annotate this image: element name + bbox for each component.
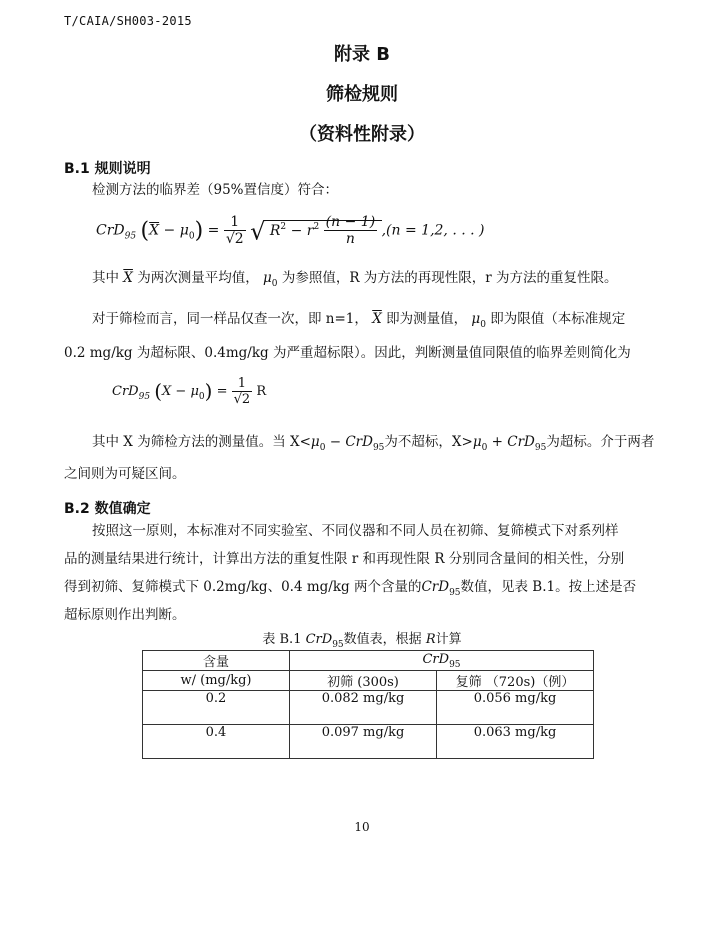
- cell-content: 0.2: [143, 691, 290, 725]
- judge-crd-2: CrD: [507, 434, 535, 450]
- section-b2-line4: 超标原则作出判断。: [64, 607, 186, 623]
- formula1-R-exp: 2: [280, 221, 287, 232]
- b2-line3-crd-sub: 95: [449, 588, 461, 598]
- formula1-tail: ,(n = 1,2, . . . ): [381, 222, 485, 239]
- header-content: 含量: [143, 651, 290, 671]
- b2-line3-p1: 得到初筛、复筛模式下 0.2mg/kg、0.4 mg/kg 两个含量的: [64, 579, 422, 595]
- appendix-title: 附录 B: [334, 44, 390, 65]
- formula2-crd-sub: 95: [138, 392, 151, 402]
- b2-line3-p2: 数值，见表 B.1。按上述是否: [460, 579, 637, 595]
- section-b1-judge: [64, 428, 692, 462]
- section-b1-screening-line2: 0.2 mg/kg 为超标限、0.4mg/kg 为严重超标限）。因此，判断测量值同限值的临界差则简化为: [64, 345, 631, 361]
- cell-rescreen: 0.063 mg/kg: [437, 725, 594, 759]
- formula1-mu-sub: 0: [188, 231, 195, 242]
- formula1-crd: CrD: [96, 222, 125, 239]
- formula1-crd-sub: 95: [124, 231, 137, 242]
- formula2-one: 1: [232, 376, 253, 392]
- judge-mu-sub-2: 0: [481, 443, 488, 453]
- appendix-name: 筛检规则: [326, 84, 398, 105]
- explain-p2: 为两次测量平均值，: [137, 270, 259, 286]
- appendix-kind: （资料性附录）: [299, 124, 425, 145]
- section-b2-line2: 品的测量结果进行统计，计算出方法的重复性限 r 和再现性限 R 分别同含量间的相关性，分别: [64, 551, 625, 567]
- formula1-n: n: [345, 231, 355, 247]
- caption-p3: 计算: [435, 632, 462, 647]
- cell-content: 0.4: [143, 725, 290, 759]
- section-b1-heading: B.1 规则说明: [64, 161, 151, 177]
- document-id: T/CAIA/SH003-2015: [64, 14, 192, 28]
- cell-screen: 0.097 mg/kg: [290, 725, 437, 759]
- header-group: [290, 651, 594, 671]
- formula2-crd: CrD: [112, 384, 139, 399]
- section-b1-screening: [64, 305, 692, 339]
- judge-crd-sub-1: 95: [372, 443, 385, 453]
- table-header-row-2: [143, 671, 594, 691]
- screening-p1: 对于筛检而言，同一样品仅查一次，即 n=1，: [92, 311, 368, 327]
- caption-R: R: [425, 632, 436, 647]
- formula1-n-fraction: [324, 214, 377, 247]
- formula2-mu-sub: 0: [198, 392, 205, 402]
- header-col-screen: 初筛 (300s): [290, 671, 437, 691]
- formula2-sqrt2: √2: [233, 392, 251, 407]
- judge-minus: −: [329, 434, 342, 450]
- caption-label: 表 B.1: [262, 632, 302, 647]
- explain-p1: 其中: [92, 270, 119, 286]
- formula2-fraction: [232, 376, 253, 407]
- judge-plus: +: [491, 434, 503, 450]
- judge-p1: 其中 X 为筛检方法的测量值。当 X<: [92, 434, 311, 450]
- formula1-fraction: [224, 214, 246, 247]
- formula1-r: r: [306, 222, 314, 239]
- explain-mu-sub: 0: [271, 279, 278, 289]
- caption-crd-sub: 95: [332, 640, 344, 650]
- section-b2-heading: B.2 数值确定: [64, 501, 151, 517]
- formula1-xbar: $\overline{X}$: [149, 222, 160, 239]
- screening-mu-sub: 0: [480, 320, 486, 330]
- section-b1-explain: [64, 264, 692, 298]
- header-group-sub: 95: [449, 659, 461, 670]
- formula1-mu: μ: [179, 222, 189, 239]
- table-row: [143, 725, 594, 759]
- judge-p2: 为不超标，X>: [384, 434, 473, 450]
- page-number: 10: [354, 820, 370, 834]
- screening-xbar: $\overline{X}$: [372, 311, 382, 327]
- crd-table: [142, 650, 594, 759]
- screening-mu: μ: [471, 311, 481, 327]
- formula-critical-difference: CrD$_{95}$ $(\overline{X} - \mu_0)$ = $\frac{1}{√2}$ √ $R^2 - r^2$ $\frac{(n - 1)}{n}$ ,(n = 1,2, . . . ): [96, 214, 485, 247]
- caption-p2: 数值表，根据: [343, 632, 422, 647]
- formula1-sqrt2: √2: [225, 231, 244, 247]
- cell-screen: 0.082 mg/kg: [290, 691, 437, 725]
- header-col-rescreen: 复筛 （720s)（例）: [437, 671, 594, 691]
- judge-p3: 为超标。介于两者: [546, 434, 655, 450]
- screening-p2: 即为测量值，: [386, 311, 468, 327]
- judge-mu-2: μ: [472, 434, 482, 450]
- screening-p3: 即为限值（本标准规定: [490, 311, 626, 327]
- explain-xbar: $\overline{X}$: [123, 270, 133, 286]
- formula-simplified: CrD$_{95}$ $(X - \mu_0)$ = $\frac{1}{√2}$ R: [112, 376, 267, 407]
- section-b1-judge-line2: 之间则为可疑区间。: [64, 466, 186, 482]
- formula1-R: R: [269, 222, 281, 239]
- formula2-R: R: [256, 384, 267, 399]
- header-unit: w/ (mg/kg): [143, 671, 290, 691]
- judge-mu-1: μ: [310, 434, 320, 450]
- table-row: [143, 691, 594, 725]
- explain-p3: 为参照值，R 为方法的再现性限，r 为方法的重复性限。: [281, 270, 618, 286]
- explain-mu: μ: [263, 270, 272, 286]
- formula2-x: X: [162, 384, 172, 399]
- judge-crd-sub-2: 95: [534, 443, 547, 453]
- caption-crd: CrD: [305, 632, 333, 647]
- table-header-row-1: [143, 651, 594, 671]
- section-b1-intro: 检测方法的临界差（95%置信度）符合：: [92, 182, 339, 198]
- judge-mu-sub-1: 0: [319, 443, 326, 453]
- formula1-r-exp: 2: [313, 221, 320, 232]
- formula1-n-expr: (n − 1): [325, 214, 376, 230]
- section-b2-line1: 按照这一原则，本标准对不同实验室、不同仪器和不同人员在初筛、复筛模式下对系列样: [92, 523, 619, 539]
- table-caption: [0, 628, 724, 650]
- formula1-one: 1: [224, 214, 246, 231]
- judge-crd-1: CrD: [345, 434, 373, 450]
- cell-rescreen: 0.056 mg/kg: [437, 691, 594, 725]
- header-group-crd: CrD: [422, 651, 450, 667]
- b2-line3-crd: CrD: [421, 579, 450, 595]
- formula2-mu: μ: [190, 384, 199, 399]
